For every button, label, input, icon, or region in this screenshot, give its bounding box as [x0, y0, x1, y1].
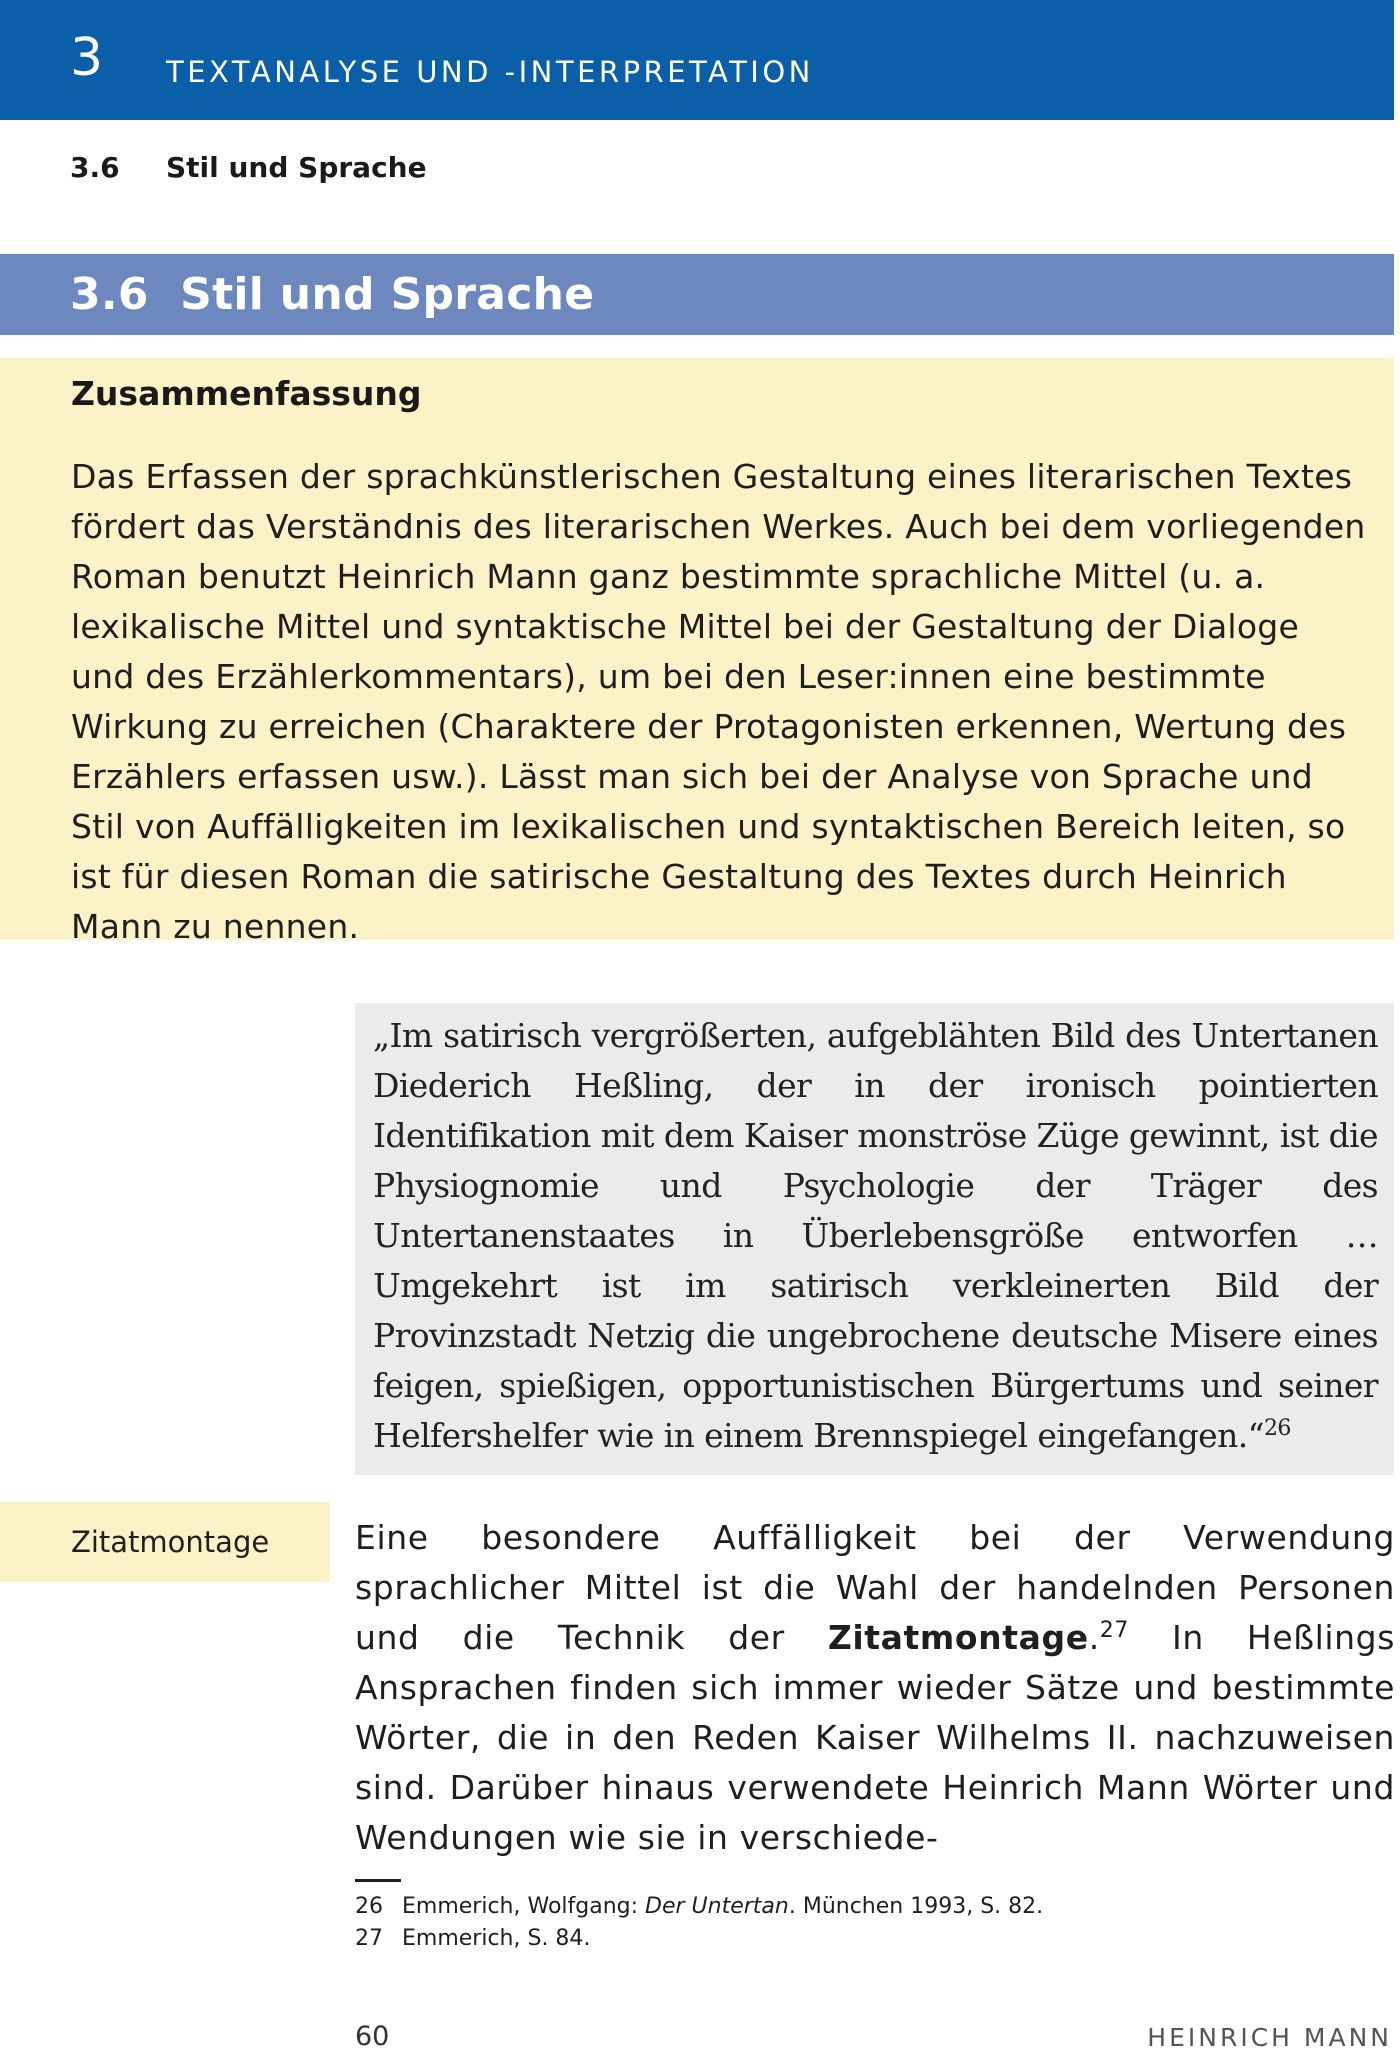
footnote-ref-26[interactable]: 26 [1263, 1416, 1291, 1441]
running-footer-title: HEINRICH MANN [1147, 2023, 1392, 2052]
footnote-number: 26 [355, 1894, 383, 1919]
chapter-number: 3 [70, 28, 104, 88]
chapter-header-bar [0, 0, 1394, 120]
chapter-title: TEXTANALYSE UND -INTERPRETATION [166, 55, 814, 89]
body-paragraph [355, 1513, 1395, 1863]
footnote-ref-27[interactable]: 27 [1099, 1618, 1129, 1643]
footnote-divider [355, 1879, 401, 1882]
running-section-number: 3.6 [70, 151, 120, 184]
footnote-text-after: . München 1993, S. 82. [788, 1894, 1044, 1919]
summary-heading: Zusammenfassung [71, 374, 422, 413]
summary-text: Das Erfassen der sprachkünstlerischen Gestaltung eines literarischen Textes fördert das Verständnis des literarischen Werkes. Auch bei dem vorliegenden Roman benutzt Heinrich Mann ganz bestimmte sprachliche Mittel (u. a. lexikalische Mittel und syntaktische Mittel bei der Gestaltung der Dialoge und des Erzählerkommentars), um bei den Leser:innen eine bestimmte Wirkung zu erreichen (Charaktere der Protagonisten erkennen, Wertung des Erzählers erfassen usw.). Lässt man sich bei der Analyse von Sprache und Stil von Auffälligkeiten im lexikalischen und syntaktischen Bereich leiten, so ist für diesen Roman die satirische Gestaltung des Textes durch Heinrich Mann zu nennen. [71, 457, 1366, 946]
running-section-title: Stil und Sprache [166, 151, 427, 184]
block-quote [355, 1003, 1394, 1475]
footnote-number: 27 [355, 1926, 383, 1951]
body-bold-term: Zitatmontage [827, 1618, 1089, 1657]
section-title: 3.6 Stil und Sprache [70, 269, 595, 320]
quote-body: „Im satirisch vergrößerten, aufgeblähten Bild des Untertanen Diederich Heßling, der in der ironisch pointierten Identifikation mit dem Kaiser monströse Züge gewinnt, ist die Physiognomie und Psychologie der Träger des Untertanenstaates in Überlebensgröße entworfen … Umgekehrt ist im satirisch verkleinerten Bild der Provinzstadt Netzig die ungebrochene deutsche Misere eines feigen, spießigen, opportunistischen Bürgertums und seiner Helfershelfer wie in einem Brennspiegel eingefangen.“ [373, 1016, 1378, 1455]
footnote-text-before: Emmerich, S. 84. [402, 1926, 591, 1951]
summary-box [0, 358, 1394, 946]
margin-note [0, 1502, 330, 1582]
footnote-text-before: Emmerich, Wolfgang: [402, 1894, 646, 1919]
footnote-italic-title: Der Untertan [645, 1894, 789, 1919]
body-text-part1: Eine besondere Auffälligkeit bei der Verwendung sprachlicher Mittel ist die Wahl der handelnden Personen und die Technik der [355, 1518, 1395, 1657]
page-number: 60 [355, 2021, 390, 2052]
margin-note-label: Zitatmontage [71, 1525, 270, 1559]
footnote-26 [355, 1892, 1043, 1922]
body-text-part3: In Heßlings Ansprachen finden sich immer wieder Sätze und bestimmte Wörter, die in den Reden Kaiser Wilhelms II. nachzuweisen sind. Darüber hinaus verwendete Heinrich Mann Wörter und Wendungen wie sie in verschiede- [355, 1618, 1396, 1857]
section-title-bar [0, 254, 1394, 335]
quote-text [373, 1011, 1378, 1461]
footnote-27 [355, 1924, 590, 1954]
body-text-part2: . [1088, 1618, 1100, 1657]
